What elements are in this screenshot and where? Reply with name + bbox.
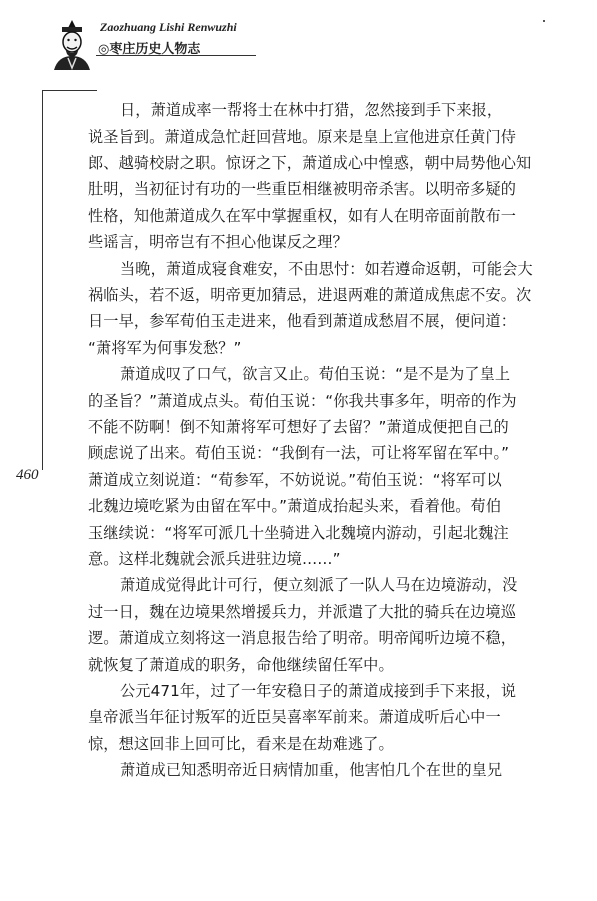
- text-line: 日，萧道成率一帮将士在林中打猎，忽然接到手下来报，: [120, 101, 503, 119]
- text-line: 性格，知他萧道成久在军中掌握重权，如有人在明帝面前散布一: [88, 207, 517, 225]
- text-line: 北魏边境吃紧为由留在军中。”萧道成抬起头来，看着他。荀伯: [88, 497, 502, 515]
- text-line: 玉继续说：“将军可派几十坐骑进入北魏境内游动，引起北魏注: [88, 524, 509, 542]
- text-line: 皇帝派当年征讨叛军的近臣吴喜率军前来。萧道成听后心中一: [88, 708, 501, 726]
- text-line: 就恢复了萧道成的职务，命他继续留任军中。: [88, 656, 394, 674]
- text-line: 肚明，当初征讨有功的一些重臣相继被明帝杀害。以明帝多疑的: [88, 180, 517, 198]
- text-line: 郎、越骑校尉之职。惊讶之下，萧道成心中惶惑，朝中局势他心知: [88, 154, 532, 172]
- page-number: 460: [16, 467, 39, 483]
- text-line: “萧将军为何事发愁？”: [88, 339, 242, 357]
- text-line: 惊，想这回非上回可比，看来是在劫难逃了。: [88, 735, 394, 753]
- text-line: 萧道成立刻说道：“荀参军，不妨说说。”荀伯玉说：“将军可以: [88, 471, 502, 489]
- text-line: 些谣言，明帝岂有不担心他谋反之理？: [88, 233, 348, 251]
- text-line: 逻。萧道成立刻将这一消息报告给了明帝。明帝闻听边境不稳，: [88, 629, 517, 647]
- text-line: 萧道成叹了口气，欲言又止。荀伯玉说：“是不是为了皇上: [120, 365, 511, 383]
- text-line: 日一早，参军荀伯玉走进来，他看到萧道成愁眉不展，便问道：: [88, 312, 517, 330]
- text-line: 公元471年，过了一年安稳日子的萧道成接到手下来报，说: [120, 682, 517, 700]
- text-line: 当晚，萧道成寝食难安，不由思忖：如若遵命返朝，可能会大: [120, 260, 533, 278]
- header-english-title: Zaozhuang Lishi Renwuzhi: [100, 20, 237, 34]
- text-line: 萧道成觉得此计可行，便立刻派了一队人马在边境游动，没: [120, 576, 518, 594]
- text-line: 的圣旨？”萧道成点头。荀伯玉说：“你我共事多年，明帝的作为: [88, 392, 517, 410]
- text-line: 萧道成已知悉明帝近日病情加重，他害怕几个在世的皇兄: [120, 761, 503, 779]
- text-line: 说圣旨到。萧道成急忙赶回营地。原来是皇上宣他进京任黄门侍: [88, 128, 517, 146]
- text-line: 顾虑说了出来。荀伯玉说：“我倒有一法，可让将军留在军中。”: [88, 444, 510, 462]
- header-chinese-title: ◎枣庄历史人物志: [98, 42, 201, 57]
- text-line: 过一日，魏在边境果然增援兵力，并派遣了大批的骑兵在边境巡: [88, 603, 517, 621]
- text-line: 意。这样北魏就会派兵进驻边境……”: [88, 550, 341, 568]
- text-line: 不能不防啊！倒不知萧将军可想好了去留？”萧道成便把自己的: [88, 418, 509, 436]
- text-line: 祸临头，若不返，明帝更加猜忌，进退两难的萧道成焦虑不安。次: [88, 286, 532, 304]
